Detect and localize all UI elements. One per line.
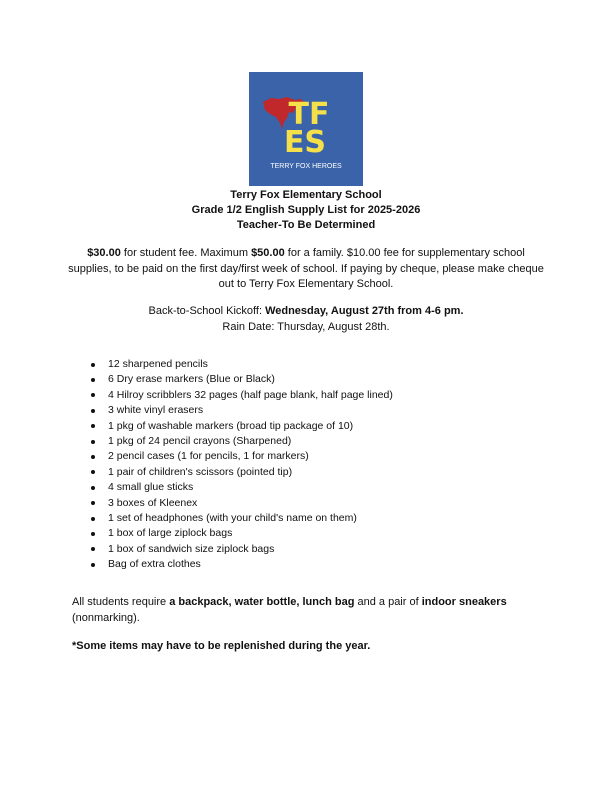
list-item: 1 pkg of washable markers (broad tip package of 10): [90, 419, 550, 434]
list-item: 6 Dry erase markers (Blue or Black): [90, 372, 550, 387]
list-item: 1 pkg of 24 pencil crayons (Sharpened): [90, 434, 550, 449]
tfes-logo-graphic: [249, 72, 363, 186]
list-title: Grade 1/2 English Supply List for 2025-2026: [191, 204, 421, 216]
teacher-line: Teacher-To Be Determined: [236, 219, 376, 231]
list-item: 1 box of large ziplock bags: [90, 526, 550, 541]
list-item: Bag of extra clothes: [90, 557, 550, 572]
list-item: 1 pair of children's scissors (pointed tip): [90, 465, 550, 480]
logo-letters-bottom: ES: [283, 125, 327, 160]
requirements-middle: and a pair of: [354, 596, 422, 608]
logo-tagline: TERRY FOX HEROES: [270, 163, 342, 170]
bullet-icon: [91, 409, 95, 413]
bullet-icon: [91, 455, 95, 459]
bullet-icon: [91, 424, 95, 428]
bullet-icon: [91, 486, 95, 490]
list-item: 4 Hilroy scribblers 32 pages (half page blank, half page lined): [90, 388, 550, 403]
kickoff-date-time: Wednesday, August 27th from 4-6 pm.: [265, 305, 464, 317]
school-logo: [249, 72, 363, 186]
list-item: 3 white vinyl erasers: [90, 403, 550, 418]
family-maximum: $50.00: [251, 247, 285, 259]
bullet-icon: [91, 547, 95, 551]
supply-list: [90, 357, 550, 573]
kickoff-block: [0, 304, 612, 335]
list-item: 12 sharpened pencils: [90, 357, 550, 372]
requirements-paragraph: [72, 595, 542, 626]
requirements-lead: All students require: [72, 596, 170, 608]
list-item: 4 small glue sticks: [90, 480, 550, 495]
replenish-note: *Some items may have to be replenished during the year.: [72, 640, 371, 652]
student-fee: $30.00: [87, 247, 121, 259]
school-name: Terry Fox Elementary School: [230, 189, 382, 201]
bullet-icon: [91, 393, 95, 397]
requirements-tail: (nonmarking).: [72, 611, 140, 624]
list-item: 1 box of sandwich size ziplock bags: [90, 542, 550, 557]
fees-text-1: for student fee. Maximum: [120, 247, 252, 259]
bullet-icon: [91, 378, 95, 382]
list-item: 2 pencil cases (1 for pencils, 1 for markers): [90, 449, 550, 464]
bullet-icon: [91, 532, 95, 536]
document-header: [0, 188, 612, 233]
bullet-icon: [91, 501, 95, 505]
bullet-icon: [91, 517, 95, 521]
bullet-icon: [91, 470, 95, 474]
kickoff-label: Back-to-School Kickoff:: [148, 305, 266, 317]
bullet-icon: [91, 563, 95, 567]
logo-letters-top: TF: [288, 97, 330, 132]
bullet-icon: [91, 363, 95, 367]
fees-text-2: for a family. $10.00 fee for supplementary school supplies, to be paid on the first day/first week of school. If paying by cheque, please make cheque out to Terry Fox Elementary School.: [68, 247, 544, 290]
rain-date: Rain Date: Thursday, August 28th.: [222, 320, 390, 333]
required-items: a backpack, water bottle, lunch bag: [169, 596, 355, 608]
fees-paragraph: [68, 246, 544, 293]
bullet-icon: [91, 440, 95, 444]
list-item: 1 set of headphones (with your child's name on them): [90, 511, 550, 526]
list-item: 3 boxes of Kleenex: [90, 496, 550, 511]
required-shoes: indoor sneakers: [421, 596, 507, 608]
